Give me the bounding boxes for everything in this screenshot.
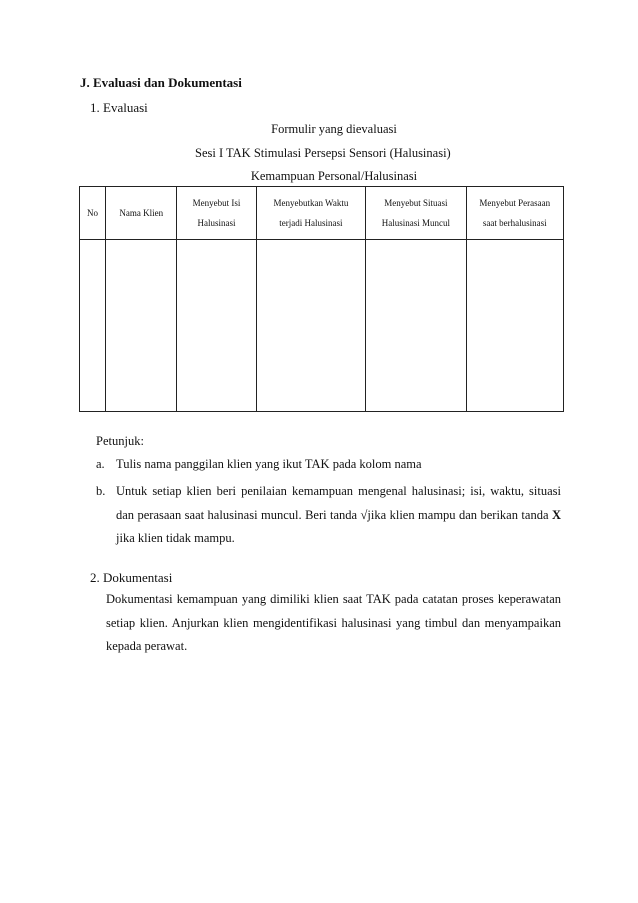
petunjuk-item-a (96, 457, 422, 472)
subheading-dokumentasi: 2. Dokumentasi (90, 570, 173, 585)
item-a-label: a. (96, 457, 105, 471)
form-title: Formulir yang dievaluasi (271, 122, 397, 136)
cell-isi[interactable] (177, 240, 256, 412)
header-waktu-halusinasi (256, 187, 365, 240)
header-situasi-line1: Menyebut Situasi (384, 198, 448, 208)
header-no (80, 187, 106, 240)
petunjuk-item-b (96, 480, 561, 545)
table-header-row (80, 187, 564, 240)
item-b-text-1: Untuk setiap klien beri penilaian kemampuan mengenal halusinasi; isi, waktu, situasi dan perasaan saat halusinasi muncul. Beri tanda √jika klien mampu dan berikan tanda (116, 484, 561, 522)
header-no-label: No (87, 208, 99, 218)
cell-waktu[interactable] (256, 240, 365, 412)
header-isi-line2: Halusinasi (197, 218, 236, 228)
header-nama-klien (106, 187, 177, 240)
header-isi-line1: Menyebut Isi (192, 198, 241, 208)
header-rasa-line1: Menyebut Perasaan (479, 198, 551, 208)
cell-no[interactable] (80, 240, 106, 412)
item-a-text: Tulis nama panggilan klien yang ikut TAK pada kolom nama (116, 457, 422, 471)
header-waktu-line2: terjadi Halusinasi (279, 218, 343, 228)
section-heading: J. Evaluasi dan Dokumentasi (80, 75, 242, 90)
header-nama-label: Nama Klien (119, 208, 164, 218)
header-perasaan (466, 187, 563, 240)
dokumentasi-paragraph: Dokumentasi kemampuan yang dimiliki klien saat TAK pada catatan proses keperawatan setiap klien. Anjurkan klien mengidentifikasi halusinasi yang timbul dan menyampaikan kepada perawat. (106, 592, 561, 653)
item-b-bold-x: X (551, 507, 561, 522)
evaluation-table (79, 186, 564, 412)
header-isi-halusinasi (177, 187, 256, 240)
header-situasi-line2: Halusinasi Muncul (381, 218, 450, 228)
table-row (80, 240, 564, 412)
petunjuk-title: Petunjuk: (96, 434, 144, 448)
header-situasi-halusinasi (366, 187, 466, 240)
cell-situasi[interactable] (366, 240, 466, 412)
item-b-text-2: jika klien tidak mampu. (116, 531, 235, 545)
cell-rasa[interactable] (466, 240, 563, 412)
subheading-evaluasi: 1. Evaluasi (90, 100, 148, 115)
cell-nama[interactable] (106, 240, 177, 412)
form-subtitle: Kemampuan Personal/Halusinasi (250, 169, 418, 183)
header-waktu-line1: Menyebutkan Waktu (273, 198, 349, 208)
header-rasa-line2: saat berhalusinasi (482, 218, 547, 228)
form-session-title: Sesi I TAK Stimulasi Persepsi Sensori (Halusinasi) (195, 146, 451, 160)
item-b-body (116, 480, 561, 551)
item-b-label: b. (96, 484, 106, 498)
